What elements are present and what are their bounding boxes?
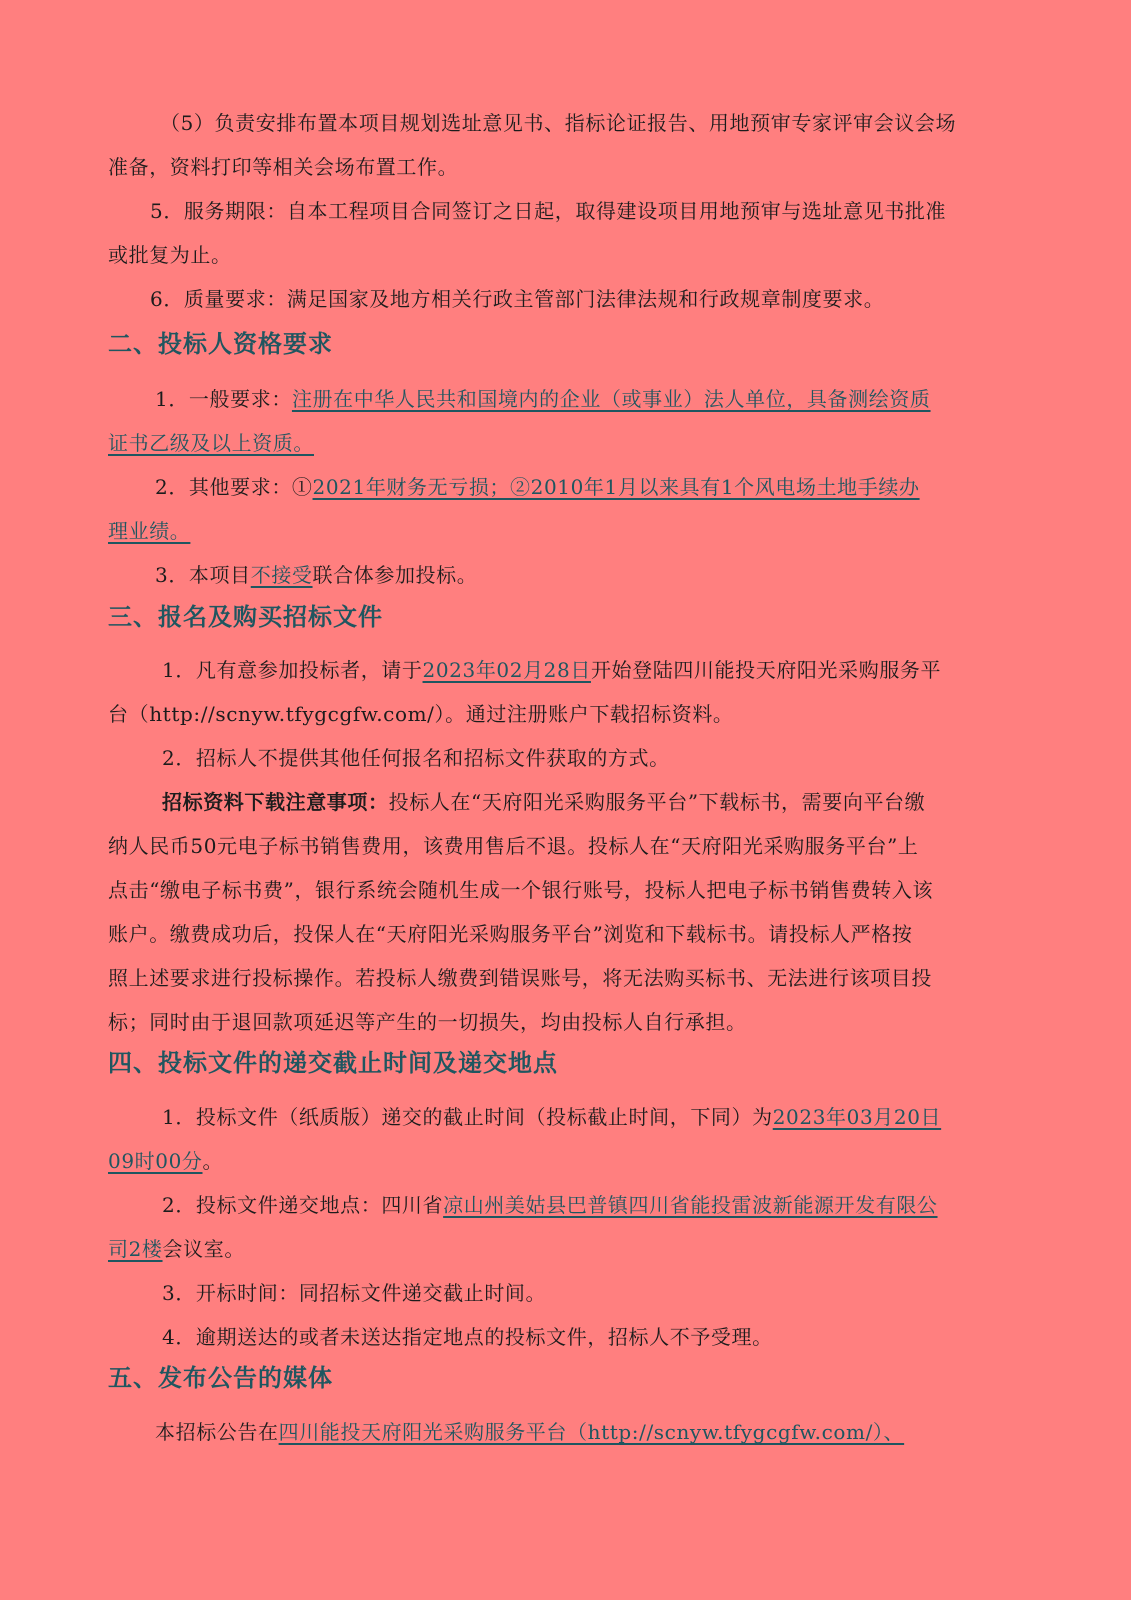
section-heading-5: 五、发布公告的媒体 — [108, 1364, 333, 1392]
submission-location-underlined: 凉山州美姑县巴普镇四川省能投雷波新能源开发有限公 — [443, 1193, 938, 1217]
qualification-other-line1 — [155, 471, 1070, 500]
paragraph-5-5-line2: 准备，资料打印等相关会场布置工作。 — [108, 155, 459, 179]
submission-location-suffix: 会议室。 — [162, 1237, 245, 1261]
paragraph-service-period-line2: 或批复为止。 — [108, 243, 232, 267]
deadline-date: 2023年03月20日 — [772, 1105, 942, 1129]
submission-location-line1 — [162, 1189, 1077, 1218]
deadline-time: 09时00分 — [108, 1149, 203, 1173]
submission-location-underlined-2: 司2楼 — [108, 1237, 163, 1261]
qualification-general-underlined-2: 证书乙级及以上资质。 — [108, 431, 314, 455]
qualification-general-line2 — [108, 427, 1023, 456]
download-notice-line5: 照上述要求进行投标操作。若投标人缴费到错误账号，将无法购买标书、无法进行该项目投 — [108, 966, 932, 990]
section-heading-3: 三、报名及购买招标文件 — [108, 603, 383, 631]
qualification-other-prefix: 2．其他要求：① — [155, 475, 313, 499]
consortium-underlined: 不接受 — [250, 563, 313, 587]
registration-item1-prefix: 1．凡有意参加投标者，请于 — [162, 658, 423, 682]
qualification-consortium — [155, 559, 1070, 588]
qualification-other-line2 — [108, 515, 1023, 544]
paragraph-quality: 6．质量要求：满足国家及地方相关行政主管部门法律法规和行政规章制度要求。 — [150, 287, 885, 311]
late-submission-note: 4．逾期送达的或者未送达指定地点的投标文件，招标人不予受理。 — [162, 1325, 773, 1349]
media-platform-link[interactable]: 四川能投天府阳光采购服务平台（http://scnyw.tfygcgfw.com/）、 — [278, 1420, 905, 1444]
registration-item1-line2: 台（http://scnyw.tfygcgfw.com/）。通过注册账户下载招标资料。 — [108, 702, 734, 726]
qualification-other-underlined-2: 理业绩。 — [108, 519, 191, 543]
media-prefix: 本招标公告在 — [155, 1420, 279, 1444]
paragraph-service-period-line1: 5．服务期限：自本工程项目合同签订之日起，取得建设项目用地预审与选址意见书批准 — [150, 199, 947, 223]
consortium-suffix: 联合体参加投标。 — [312, 563, 478, 587]
media-line — [155, 1416, 1070, 1445]
download-notice-line6: 标；同时由于退回款项延迟等产生的一切损失，均由投标人自行承担。 — [108, 1010, 747, 1034]
submission-location-prefix: 2．投标文件递交地点：四川省 — [162, 1193, 444, 1217]
registration-item2: 2．招标人不提供其他任何报名和招标文件获取的方式。 — [162, 746, 670, 770]
deadline-end: 。 — [202, 1149, 224, 1173]
registration-item1-suffix: 开始登陆四川能投天府阳光采购服务平 — [590, 658, 942, 682]
download-notice-line1 — [162, 786, 1077, 815]
deadline-line2 — [108, 1145, 1023, 1174]
opening-time: 3．开标时间：同招标文件递交截止时间。 — [162, 1281, 547, 1305]
deadline-line1 — [162, 1101, 1077, 1130]
qualification-other-underlined: 2021年财务无亏损；②2010年1月以来具有1个风电场土地手续办 — [312, 475, 920, 499]
submission-location-line2 — [108, 1233, 1023, 1262]
download-notice-text: 投标人在“天府阳光采购服务平台”下载标书，需要向平台缴 — [388, 790, 926, 814]
deadline-prefix: 1．投标文件（纸质版）递交的截止时间（投标截止时间，下同）为 — [162, 1105, 773, 1129]
section-heading-2: 二、投标人资格要求 — [108, 330, 333, 358]
qualification-general-underlined: 注册在中华人民共和国境内的企业（或事业）法人单位，具备测绘资质 — [291, 387, 931, 411]
download-notice-line4: 账户。缴费成功后，投保人在“天府阳光采购服务平台”浏览和下载标书。请投标人严格按 — [108, 922, 913, 946]
consortium-prefix: 3．本项目 — [155, 563, 251, 587]
paragraph-5-5-line1: （5）负责安排布置本项目规划选址意见书、指标论证报告、用地预审专家评审会议会场 — [160, 111, 957, 135]
download-notice-title: 招标资料下载注意事项： — [162, 790, 389, 814]
download-notice-line2: 纳人民币50元电子标书销售费用，该费用售后不退。投标人在“天府阳光采购服务平台”上 — [108, 834, 919, 858]
registration-item1-line1 — [162, 654, 1077, 683]
qualification-general-prefix: 1．一般要求： — [155, 387, 292, 411]
qualification-general-line1 — [155, 383, 1070, 412]
registration-start-date: 2023年02月28日 — [422, 658, 591, 682]
download-notice-line3: 点击“缴电子标书费”，银行系统会随机生成一个银行账号，投标人把电子标书销售费转入该 — [108, 878, 934, 902]
section-heading-4: 四、投标文件的递交截止时间及递交地点 — [108, 1049, 558, 1077]
